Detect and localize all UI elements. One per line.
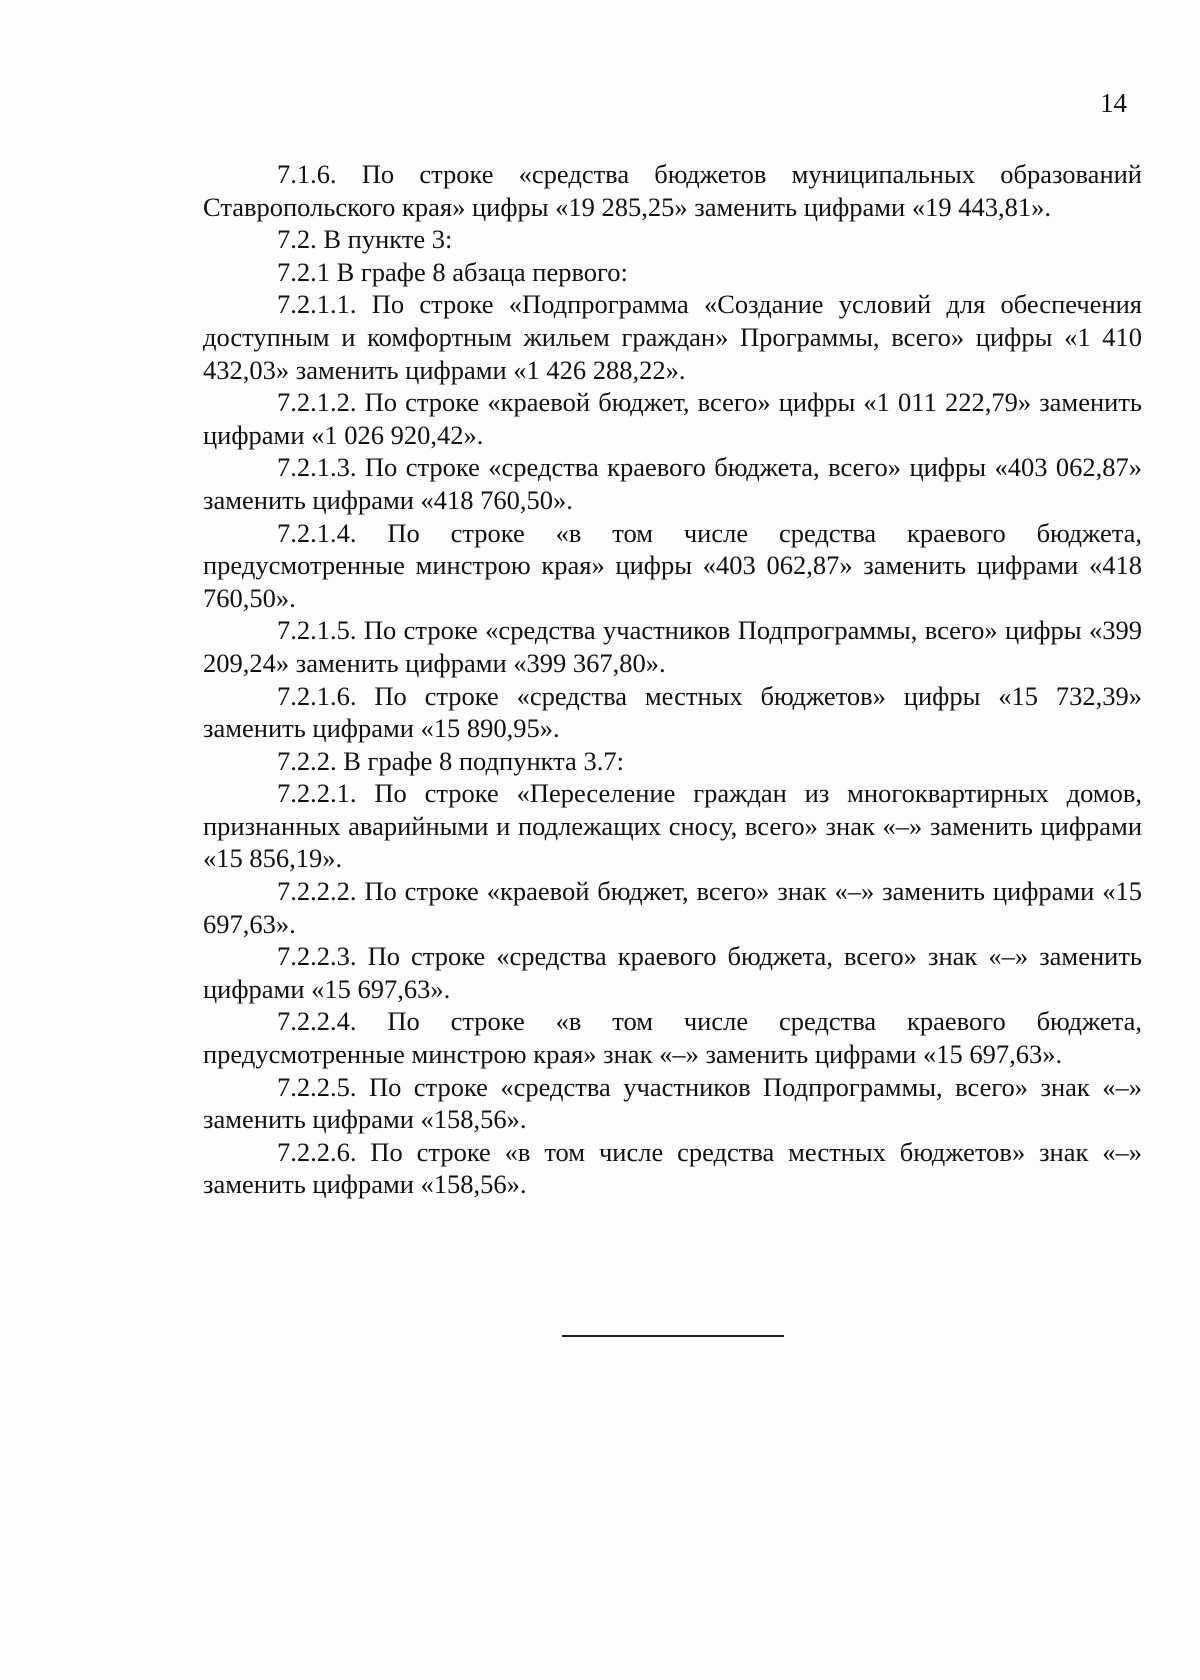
paragraph-7-2-2-6: 7.2.2.6. По строке «в том числе средства местных бюджетов» знак «–» заменить цифрами «158,56».	[203, 1136, 1142, 1200]
paragraph-7-2-1-3: 7.2.1.3. По строке «средства краевого бюджета, всего» цифры «403 062,87» заменить цифрами «418 760,50».	[203, 452, 1142, 515]
paragraph-7-2-1-2: 7.2.1.2. По строке «краевой бюджет, всего» цифры «1 011 222,79» заменить цифрами «1 026 920,42».	[203, 387, 1142, 450]
paragraph-7-2-2-2: 7.2.2.2. По строке «краевой бюджет, всего» знак «–» заменить цифрами «15 697,63».	[203, 876, 1142, 939]
paragraph-7-2-1: 7.2.1 В графе 8 абзаца первого:	[277, 256, 628, 287]
paragraph-7-2-2-4: 7.2.2.4. По строке «в том числе средства краевого бюджета, предусмотренные минстрою края» знак «–» заменить цифрами «15 697,63».	[203, 1006, 1142, 1070]
paragraph-7-2-2-3: 7.2.2.3. По строке «средства краевого бюджета, всего» знак «–» заменить цифрами «15 697,63».	[203, 941, 1142, 1004]
end-of-document-rule	[562, 1335, 784, 1337]
paragraph-7-2: 7.2. В пункте 3:	[277, 224, 453, 255]
page-number: 14	[1100, 88, 1127, 118]
paragraph-7-2-1-1: 7.2.1.1. По строке «Подпрограмма «Создание условий для обеспечения доступным и комфортным жильем граждан» Программы, всего» цифры «1 410 432,03» заменить цифрами «1 426 288,22».	[203, 289, 1142, 385]
paragraph-7-2-1-6: 7.2.1.6. По строке «средства местных бюджетов» цифры «15 732,39» заменить цифрами «15 890,95».	[203, 680, 1142, 744]
paragraph-7-2-2: 7.2.2. В графе 8 подпункта 3.7:	[277, 745, 624, 776]
paragraph-7-2-1-4: 7.2.1.4. По строке «в том числе средства краевого бюджета, предусмотренные минстрою края» цифры «403 062,87» заменить цифрами «418 760,50».	[203, 517, 1142, 613]
paragraph-7-2-1-5: 7.2.1.5. По строке «средства участников Подпрограммы, всего» цифры «399 209,24» заменить цифрами «399 367,80».	[203, 615, 1142, 678]
paragraph-7-2-2-1: 7.2.2.1. По строке «Переселение граждан из многоквартирных домов, признанных аварийными и подлежащих сносу, всего» знак «–» заменить цифрами «15 856,19».	[203, 778, 1142, 874]
paragraph-7-2-2-5: 7.2.2.5. По строке «средства участников Подпрограммы, всего» знак «–» заменить цифрами «158,56».	[203, 1071, 1142, 1135]
paragraph-7-1-6: 7.1.6. По строке «средства бюджетов муниципальных образований Ставропольского края» цифры «19 285,25» заменить цифрами «19 443,81».	[203, 159, 1142, 222]
document-body	[203, 158, 1142, 1201]
